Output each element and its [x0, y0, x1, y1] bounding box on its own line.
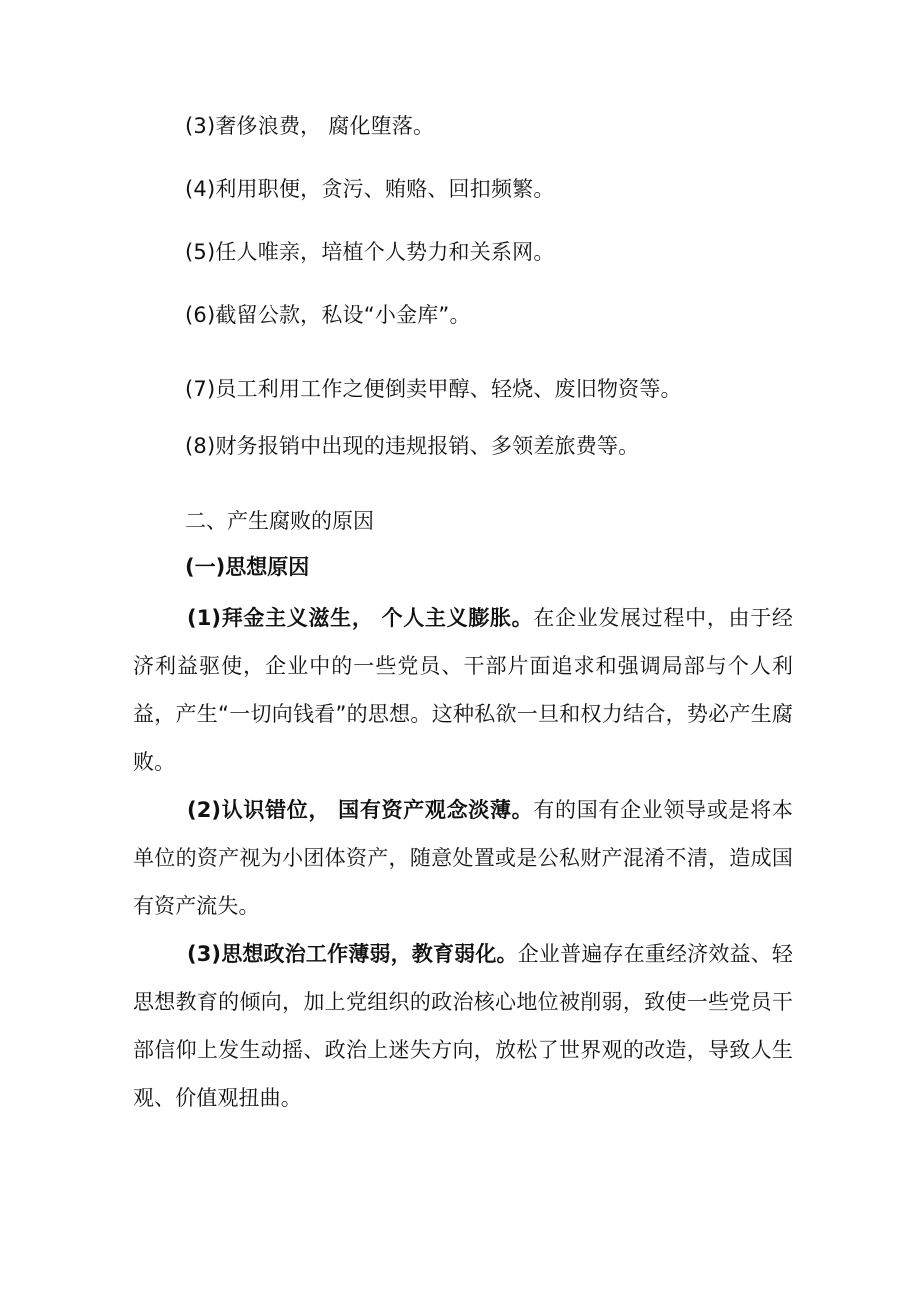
subsection-heading: (一)思想原因	[185, 555, 310, 579]
list-item-5: (5)任人唯亲，培植个人势力和关系网。	[185, 240, 555, 264]
list-item-8: (8)财务报销中出现的违规报销、多领差旅费等。	[185, 434, 640, 458]
paragraph-1	[133, 594, 793, 786]
section-heading: 二、产生腐败的原因	[185, 509, 374, 533]
list-item-4: (4)利用职便，贪污、贿赂、回扣频繁。	[185, 177, 555, 201]
paragraph-3-body: 企业普遍存在重经济效益、轻思想教育的倾向，加上党组织的政治核心地位被削弱，致使一些党员干部信仰上发生动摇、政治上迷失方向，放松了世界观的改造，导致人生观、价值观扭曲。	[133, 942, 793, 1110]
paragraph-3-lead: (3)思想政治工作薄弱，教育弱化。	[187, 942, 518, 966]
paragraph-1-body: 在企业发展过程中，由于经济利益驱使，企业中的一些党员、干部片面追求和强调局部与个人利益，产生“一切向钱看”的思想。这种私欲一旦和权力结合，势必产生腐败。	[133, 606, 793, 774]
paragraph-2	[133, 786, 793, 930]
paragraph-1-lead: (1)拜金主义滋生， 个人主义膨胀。	[187, 606, 534, 630]
list-item-7: (7)员工利用工作之便倒卖甲醇、轻烧、废旧物资等。	[185, 377, 682, 401]
paragraph-2-lead: (2)认识错位， 国有资产观念淡薄。	[187, 798, 534, 822]
paragraph-3	[133, 930, 793, 1122]
list-item-6: (6)截留公款，私设“小金库”。	[185, 303, 471, 327]
paragraph-2-body: 有的国有企业领导或是将本单位的资产视为小团体资产，随意处置或是公私财产混淆不清，造成国有资产流失。	[133, 798, 793, 918]
list-item-3: (3)奢侈浪费， 腐化堕落。	[185, 114, 435, 138]
